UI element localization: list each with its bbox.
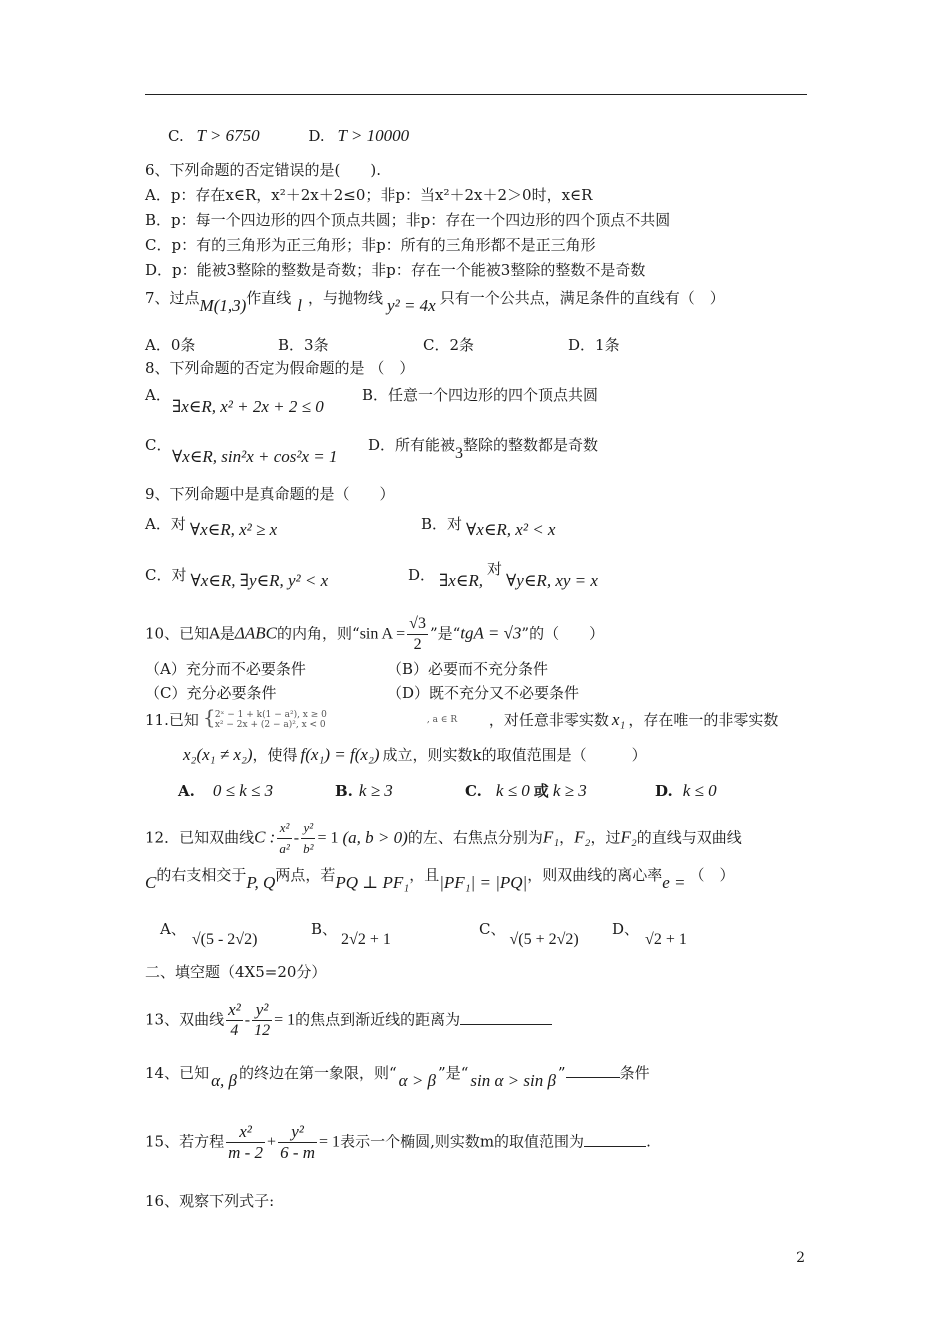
q15-y-den: 6 - m bbox=[280, 1143, 316, 1162]
q12-option-c-math: √(5 + 2√2) bbox=[509, 931, 579, 948]
q13-minus: - bbox=[244, 1011, 251, 1029]
q12-condition: (a, b > 0) bbox=[342, 827, 408, 847]
q14-stem bbox=[145, 1064, 650, 1090]
q9-option-c-math: ∀x∈R, ∃y∈R, y² < x bbox=[190, 571, 329, 590]
q12-option-b-label: B、 bbox=[311, 920, 338, 938]
page-number: 2 bbox=[796, 1250, 805, 1266]
q11-piece-tail: , a ∈ R bbox=[426, 715, 458, 725]
q12-mid2: ，过 bbox=[590, 828, 621, 847]
q11-option-d-math: k ≤ 0 bbox=[682, 781, 717, 800]
q11-option-b-math: k ≥ 3 bbox=[358, 781, 393, 800]
q12-post: 的直线与双曲线 bbox=[636, 828, 742, 847]
q7-mid1: 作直线 bbox=[246, 289, 292, 307]
q8-option-a-math: ∃x∈R, x² + 2x + 2 ≤ 0 bbox=[172, 397, 324, 416]
q7-parabola: y² = 4x bbox=[387, 296, 436, 315]
q7-option-c: C．2条 bbox=[423, 336, 475, 354]
q11-x1: x₁ bbox=[611, 710, 626, 729]
q5-options bbox=[168, 127, 409, 145]
q15-end: . bbox=[646, 1132, 651, 1151]
q9-option-a-label: A．对 bbox=[145, 515, 186, 533]
q12-option-d-math: √2 + 1 bbox=[645, 931, 687, 948]
q10-fraction bbox=[407, 614, 428, 655]
q10-mid: 的内角，则“ bbox=[277, 624, 360, 643]
q13-y-num: y² bbox=[252, 1000, 272, 1021]
q10-option-a: （A）充分而不必要条件 bbox=[145, 660, 306, 678]
q8-option-d-num: 3 bbox=[455, 445, 464, 462]
q12-option-a-math: √(5 - 2√2) bbox=[191, 931, 258, 948]
q11-piecewise bbox=[199, 705, 489, 732]
q8-stem: 8、下列命题的否定为假命题的是 （ ） bbox=[145, 359, 415, 377]
q11-line2-a: ，使得 bbox=[252, 746, 298, 764]
q12-pre: 12．已知双曲线 bbox=[145, 828, 255, 847]
q8-option-d bbox=[368, 436, 599, 462]
q8-option-b: B．任意一个四边形的四个顶点共圆 bbox=[362, 386, 599, 404]
q13-stem bbox=[145, 1000, 552, 1041]
q7-post: 只有一个公共点，满足条件的直线有（ ） bbox=[439, 289, 725, 307]
q9-option-a bbox=[145, 515, 278, 539]
q8-option-d-post: 整除的整数都是奇数 bbox=[463, 436, 599, 454]
q10-stem bbox=[145, 614, 604, 655]
q15-x-den: m - 2 bbox=[228, 1143, 264, 1162]
q12-line2 bbox=[145, 866, 735, 892]
q13-post: 的焦点到渐近线的距离为 bbox=[295, 1010, 461, 1029]
q14-ineq2: sin α > sin β bbox=[470, 1071, 556, 1090]
q7-pre: 7、过点 bbox=[145, 289, 200, 307]
q14-answer-blank[interactable] bbox=[566, 1077, 620, 1078]
q11-option-b bbox=[335, 782, 393, 800]
q11-option-b-label: B. bbox=[335, 782, 353, 800]
q12-x-fraction bbox=[277, 818, 291, 859]
q7-option-d: D．1条 bbox=[568, 336, 620, 354]
q13-answer-blank[interactable] bbox=[460, 1024, 552, 1025]
q12-minus: - bbox=[293, 829, 300, 847]
q15-post: 表示一个椭圆,则实数m的取值范围为 bbox=[340, 1132, 585, 1151]
q9-stem: 9、下列命题中是真命题的是（ ） bbox=[145, 485, 395, 503]
q6-option-c: C．p：有的三角形为正三角形；非p：所有的三角形都不是正三角形 bbox=[145, 236, 596, 254]
q12-option-c-label: C、 bbox=[479, 920, 506, 938]
section-fill-in-title: 二、填空题（4X5=20分） bbox=[145, 963, 327, 981]
q15-stem bbox=[145, 1122, 651, 1163]
q14-mid: 的终边在第一象限，则“ bbox=[238, 1064, 397, 1082]
q11-post: ，存在唯一的非零实数 bbox=[628, 711, 779, 729]
q13-x-den: 4 bbox=[230, 1022, 239, 1039]
q11-option-d bbox=[655, 782, 717, 800]
q12-l2-a: 的右支相交于 bbox=[156, 866, 247, 884]
q10-pre: 10、已知A是 bbox=[145, 624, 235, 643]
q11-pre: 11.已知 bbox=[145, 711, 199, 729]
q10-fraction-den: 2 bbox=[413, 636, 422, 653]
q11-option-a-label: A. bbox=[178, 782, 195, 800]
q12-x-num: x² bbox=[277, 818, 291, 839]
q12-option-b-math: 2√2 + 1 bbox=[341, 931, 391, 948]
q8-option-d-pre: D．所有能被 bbox=[368, 436, 456, 454]
q10-post: ”的（ ） bbox=[521, 624, 605, 643]
q11-option-c bbox=[465, 782, 587, 800]
header-rule bbox=[145, 94, 807, 95]
q11-option-c-or: 或 bbox=[533, 782, 549, 800]
q12-option-c bbox=[479, 920, 579, 948]
q12-option-a-label: A、 bbox=[160, 920, 186, 938]
q11-brace-icon: { bbox=[202, 705, 216, 729]
q11-option-c-math2: k ≥ 3 bbox=[552, 781, 587, 800]
q10-fraction-num: √3 bbox=[407, 614, 428, 635]
q11-piece2: x² − 2x + (2 − a)², x < 0 bbox=[214, 720, 326, 730]
q12-l2-abs: |PF₁| = |PQ| bbox=[439, 873, 528, 892]
q13-eq: = 1 bbox=[274, 1011, 296, 1029]
q6-option-b: B．p：每一个四边形的四个顶点共圆；非p：存在一个四边形的四个顶点不共圆 bbox=[145, 211, 671, 229]
q7-option-b: B．3条 bbox=[278, 336, 329, 354]
q11-line2-b: 成立，则实数k的取值范围是（ ） bbox=[382, 746, 647, 764]
q13-pre: 13、双曲线 bbox=[145, 1010, 225, 1029]
q15-pre: 15、若方程 bbox=[145, 1132, 225, 1151]
q12-y-den: b² bbox=[303, 841, 314, 856]
q7-mid2: ，与抛物线 bbox=[308, 289, 384, 307]
q8-option-c-label: C． bbox=[145, 436, 172, 454]
q11-option-c-label: C. bbox=[465, 782, 482, 800]
q15-y-fraction bbox=[278, 1122, 317, 1163]
q10-option-d: （D）既不充分又不必要条件 bbox=[387, 684, 580, 702]
q11-option-c-math1: k ≤ 0 bbox=[495, 781, 530, 800]
q12-mid: 的左、右焦点分别为 bbox=[407, 828, 543, 847]
q12-x-den: a² bbox=[279, 841, 290, 856]
q14-mid2: ”是“ bbox=[438, 1064, 469, 1082]
q7-option-a: A．0条 bbox=[145, 336, 196, 354]
q12-l2-c2: ，且 bbox=[409, 866, 440, 884]
q13-y-fraction bbox=[252, 1000, 272, 1041]
q6-option-a: A．p：存在x∈R，x²＋2x＋2≤0；非p：当x²＋2x＋2＞0时，x∈R bbox=[145, 186, 593, 204]
q12-l2-d: ，则双曲线的离心率 bbox=[527, 866, 663, 884]
q12-f2b: F₂ bbox=[620, 827, 637, 847]
q12-f2: F₂ bbox=[574, 827, 591, 847]
q11-equation: f(x₁) = f(x₂) bbox=[300, 745, 380, 764]
q10-option-c: （C）充分必要条件 bbox=[145, 684, 277, 702]
q9-option-b-label: B．对 bbox=[421, 515, 463, 533]
q10-option-b: （B）必要而不充分条件 bbox=[387, 660, 549, 678]
q15-eq: = 1 bbox=[319, 1133, 341, 1151]
q8-option-c-math: ∀x∈R, sin²x + cos²x = 1 bbox=[172, 447, 338, 466]
q7-stem bbox=[145, 289, 725, 315]
q12-eq: = 1 bbox=[317, 829, 339, 847]
q14-tail: 条件 bbox=[619, 1064, 650, 1082]
q13-x-num: x² bbox=[228, 1000, 241, 1019]
q5-option-d-math: T > 10000 bbox=[337, 126, 410, 145]
q6-stem: 6、下列命题的否定错误的是( ). bbox=[145, 161, 382, 179]
q15-plus: + bbox=[267, 1133, 277, 1151]
q12-option-a bbox=[160, 920, 258, 948]
q11-line2 bbox=[183, 746, 647, 764]
q9-option-d-math2: ∀y∈R, xy = x bbox=[506, 571, 598, 590]
q12-l2-end: （ ） bbox=[689, 866, 735, 884]
q13-y-den: 12 bbox=[254, 1022, 271, 1039]
q15-x-fraction bbox=[226, 1122, 265, 1163]
q9-option-d bbox=[408, 560, 598, 590]
q12-l2-e: e = bbox=[662, 873, 686, 892]
q9-option-b bbox=[421, 515, 556, 539]
q12-y-fraction bbox=[301, 818, 315, 859]
q10-triangle: ΔABC bbox=[234, 623, 278, 643]
q9-option-c-label: C．对 bbox=[145, 566, 187, 584]
q15-y-num: y² bbox=[278, 1122, 317, 1143]
q7-line: l bbox=[297, 296, 303, 315]
q12-f1: F₁ bbox=[542, 827, 560, 847]
q12-option-d-label: D、 bbox=[612, 920, 640, 938]
q12-l2-b: 两点，若 bbox=[275, 866, 336, 884]
q7-point: M(1,3) bbox=[199, 296, 247, 315]
q9-option-c bbox=[145, 566, 329, 590]
q14-angles: α, β bbox=[211, 1071, 237, 1090]
q5-option-c-label: C. bbox=[168, 127, 184, 145]
q11-mid: ，对任意非零实数 bbox=[488, 711, 609, 729]
q11-stem bbox=[145, 705, 779, 732]
q12-l2-perp: PQ ⊥ PF₁ bbox=[335, 873, 410, 892]
q11-x2: x₂(x₁ ≠ x₂) bbox=[183, 745, 253, 764]
q14-post: ” bbox=[557, 1064, 566, 1082]
q11-piece1: 2ˣ − 1 + k(1 − a²), x ≥ 0 bbox=[214, 710, 327, 720]
q6-option-d: D．p：能被3整除的整数是奇数；非p：存在一个能被3整除的整数不是奇数 bbox=[145, 261, 646, 279]
q10-mid2: ”是“ bbox=[429, 624, 461, 643]
q11-option-d-label: D. bbox=[655, 782, 673, 800]
q5-option-d-label: D. bbox=[308, 127, 325, 145]
q12-comma: ， bbox=[559, 828, 575, 847]
q15-x-num: x² bbox=[226, 1122, 265, 1143]
q15-answer-blank[interactable] bbox=[584, 1146, 646, 1147]
q11-option-a bbox=[178, 782, 273, 800]
q11-option-a-math: 0 ≤ k ≤ 3 bbox=[212, 781, 274, 800]
q9-option-b-math: ∀x∈R, x² < x bbox=[466, 520, 556, 539]
q12-option-b bbox=[311, 920, 391, 948]
q9-option-d-math1: ∃x∈R, bbox=[439, 571, 484, 590]
q8-option-a-label: A． bbox=[145, 386, 171, 404]
q12-option-d bbox=[612, 920, 687, 948]
q10-sin: sin A = bbox=[359, 625, 406, 643]
q9-option-d-dui: 对 bbox=[487, 560, 503, 578]
q14-pre: 14、已知 bbox=[145, 1064, 210, 1082]
q9-option-d-label: D． bbox=[408, 566, 436, 584]
q16-stem: 16、观察下列式子: bbox=[145, 1192, 275, 1210]
q12-curve: C : bbox=[254, 827, 276, 847]
q13-x-fraction bbox=[226, 1000, 243, 1041]
q9-option-a-math: ∀x∈R, x² ≥ x bbox=[189, 520, 278, 539]
q14-ineq1: α > β bbox=[398, 1071, 437, 1090]
q12-l2-pq: P, Q bbox=[246, 873, 276, 892]
q12-stem bbox=[145, 818, 742, 859]
q12-y-num: y² bbox=[301, 818, 315, 839]
q12-l2-c: C bbox=[145, 873, 157, 892]
q5-option-c-math: T > 6750 bbox=[196, 126, 260, 145]
q10-tg: tgA = √3 bbox=[460, 623, 522, 643]
